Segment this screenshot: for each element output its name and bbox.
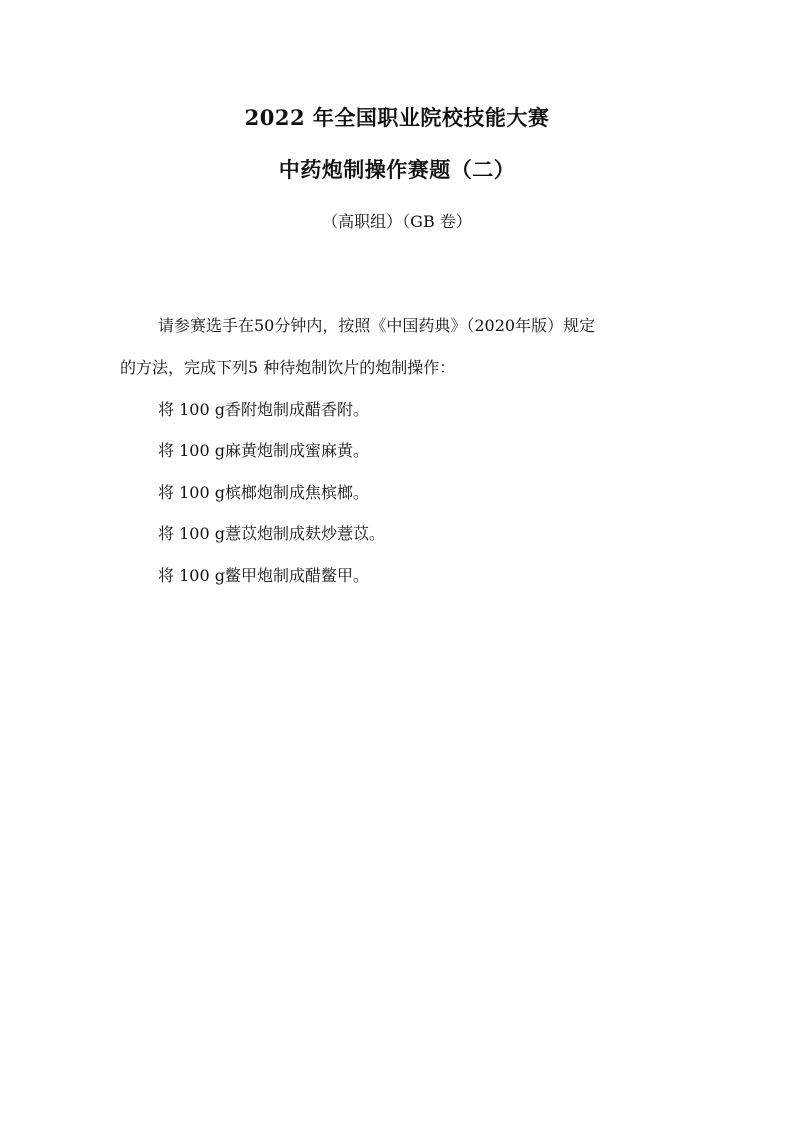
document-subtitle: （高职组）（GB 卷） [322,212,472,231]
task-item: 将 100 g麻黄炮制成蜜麻黄。 [158,441,369,460]
document-title-line-2: 中药炮制操作赛题（二） [278,157,516,182]
instruction-paragraph-line-1: 请参赛选手在50分钟内，按照《中国药典》（2020年版）规定 [158,316,596,335]
instruction-paragraph-line-2: 的方法，完成下列5 种待炮制饮片的炮制操作： [120,358,456,377]
task-item: 将 100 g鳖甲炮制成醋鳖甲。 [158,566,369,585]
task-item: 将 100 g槟榔炮制成焦槟榔。 [158,483,369,502]
document-title-line-1: 2022 年全国职业院校技能大赛 [244,105,550,130]
task-item: 将 100 g香附炮制成醋香附。 [158,400,369,419]
task-item: 将 100 g薏苡炮制成麸炒薏苡。 [158,524,385,543]
